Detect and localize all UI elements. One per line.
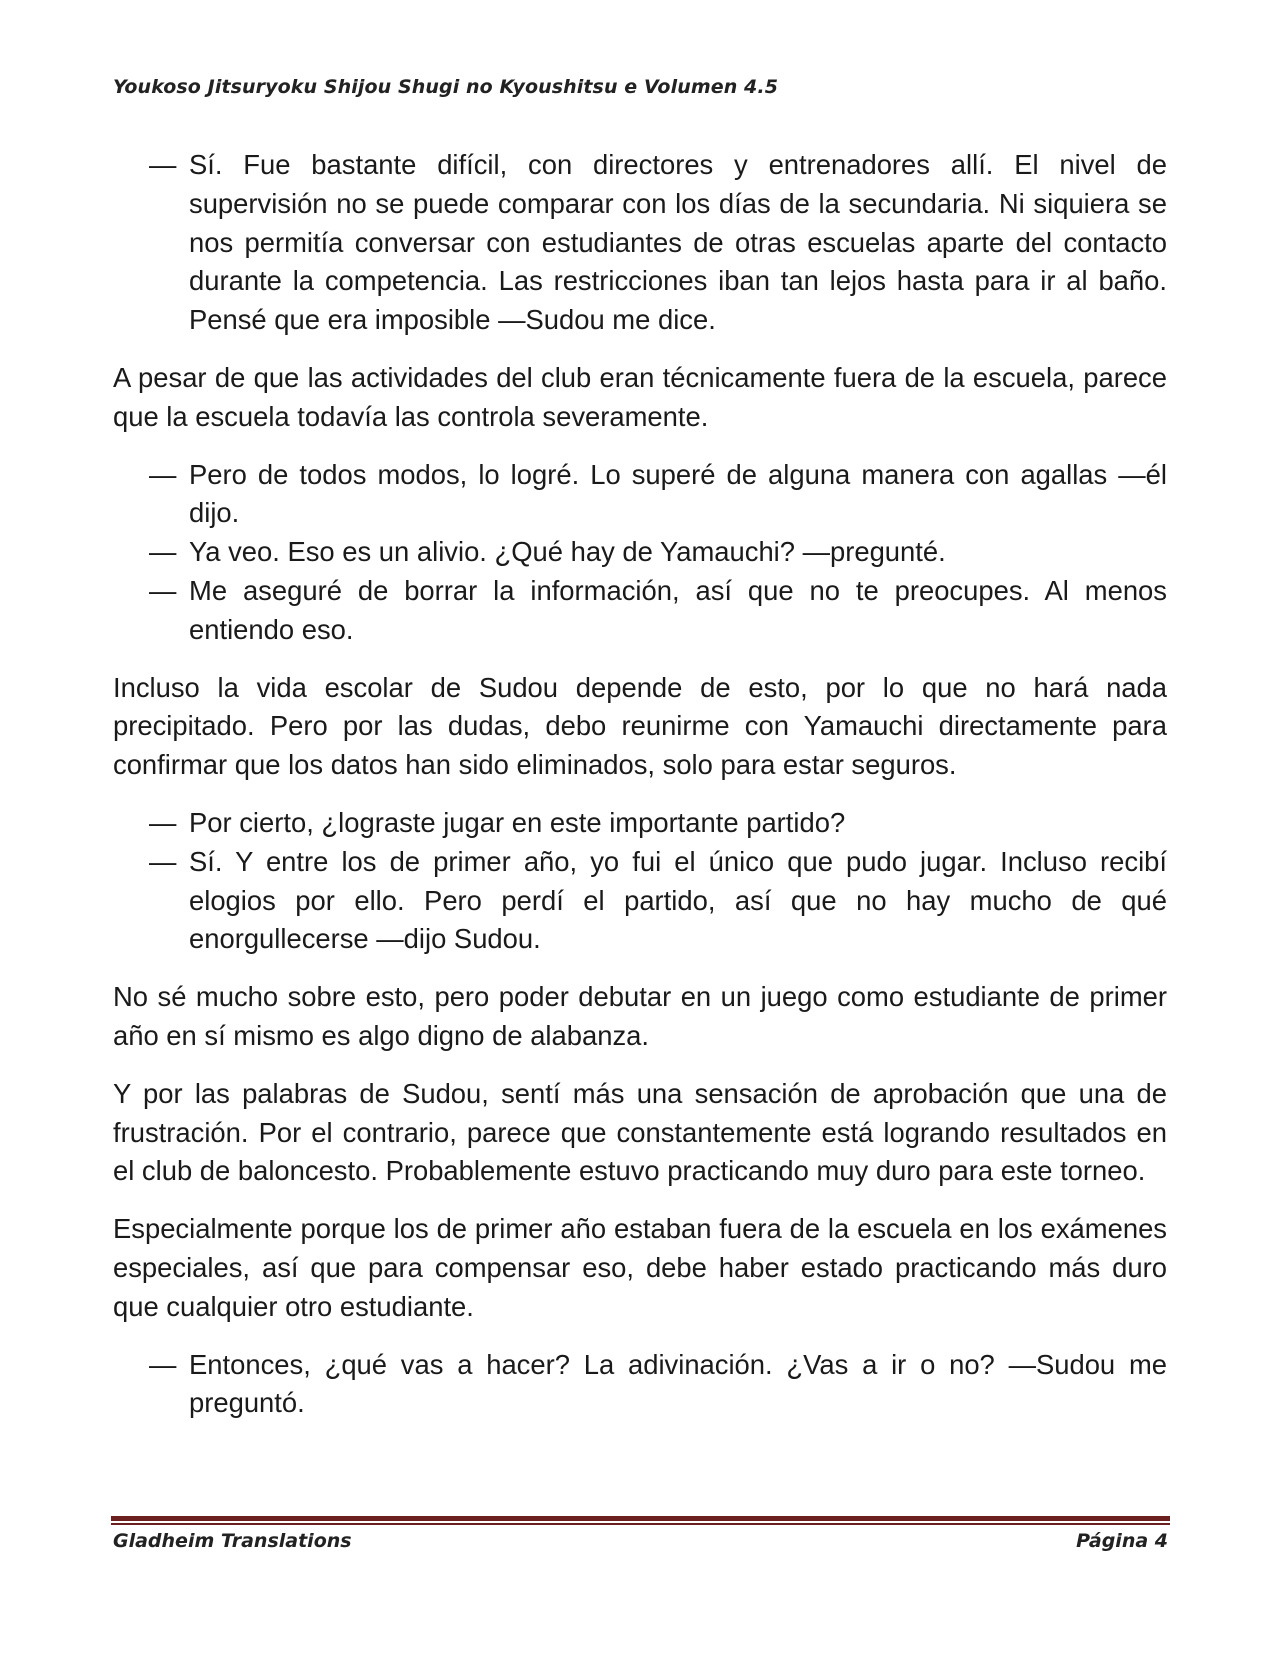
dialogue-text: Sí. Fue bastante difícil, con directores y entrenadores allí. El nivel de supervisión no se puede comparar con los días de la secundaria. Ni siquiera se nos permitía conversar con estudiantes de otras escuelas aparte del contacto durante la competencia. Las restricciones iban tan lejos hasta para ir al baño. Pensé que era imposible —Sudou me dice.: [189, 149, 1167, 336]
footer-divider-thin: [111, 1523, 1170, 1525]
narration-paragraph: A pesar de que las actividades del club eran técnicamente fuera de la escuela, parece que la escuela todavía las controla severamente.: [113, 361, 1167, 432]
dialogue-line: [113, 456, 1167, 534]
dialogue-block: [113, 456, 1167, 650]
dialogue-line: [113, 1346, 1167, 1424]
dialogue-line: [113, 572, 1167, 650]
body-text: [113, 146, 1167, 1442]
dialogue-text: Pero de todos modos, lo logré. Lo superé de alguna manera con agallas —él dijo.: [189, 458, 1167, 529]
footer-credit: Gladheim Translations: [113, 1530, 352, 1552]
dialogue-dash: —: [149, 845, 177, 877]
dialogue-dash: —: [149, 806, 177, 838]
dialogue-text: Entonces, ¿qué vas a hacer? La adivinación. ¿Vas a ir o no? —Sudou me preguntó.: [189, 1348, 1167, 1419]
dialogue-dash: —: [149, 1348, 177, 1380]
dialogue-line: [113, 804, 1167, 843]
narration-paragraph: No sé mucho sobre esto, pero poder debutar en un juego como estudiante de primer año en sí mismo es algo digno de alabanza.: [113, 981, 1167, 1051]
dialogue-block: [113, 146, 1167, 340]
dialogue-dash: —: [149, 536, 177, 568]
narration-paragraph: Y por las palabras de Sudou, sentí más una sensación de aprobación que una de frustración. Por el contrario, parece que constantemente está logrando resultados en el club de baloncesto. Probablemente estuvo practicando muy duro para este torneo.: [113, 1077, 1167, 1187]
dialogue-line: [113, 533, 1167, 572]
dialogue-line: [113, 146, 1167, 340]
running-header: Youkoso Jitsuryoku Shijou Shugi no Kyoushitsu e Volumen 4.5: [113, 76, 779, 98]
dialogue-block: [113, 1346, 1167, 1424]
dialogue-text: Sí. Y entre los de primer año, yo fui el único que pudo jugar. Incluso recibí elogios por ello. Pero perdí el partido, así que no hay mucho de qué enorgullecerse —dijo Sudou.: [189, 845, 1167, 955]
dialogue-block: [113, 804, 1167, 959]
dialogue-dash: —: [149, 458, 177, 490]
dialogue-text: Ya veo. Eso es un alivio. ¿Qué hay de Yamauchi? —pregunté.: [189, 536, 946, 568]
dialogue-dash: —: [149, 574, 177, 606]
dialogue-text: Por cierto, ¿lograste jugar en este importante partido?: [189, 806, 846, 838]
page-number: Página 4: [1076, 1530, 1168, 1552]
footer-divider: [111, 1516, 1170, 1525]
footer-divider-thick: [111, 1516, 1170, 1521]
dialogue-dash: —: [149, 149, 177, 180]
narration-paragraph: Incluso la vida escolar de Sudou depende de esto, por lo que no hará nada precipitado. Pero por las dudas, debo reunirme con Yamauchi directamente para confirmar que los datos han sido eliminados, solo para estar seguros.: [113, 671, 1167, 781]
dialogue-text: Me aseguré de borrar la información, así que no te preocupes. Al menos entiendo eso.: [189, 574, 1167, 645]
narration-paragraph: Especialmente porque los de primer año estaban fuera de la escuela en los exámenes especiales, así que para compensar eso, debe haber estado practicando más duro que cualquier otro estudiante.: [113, 1213, 1167, 1322]
dialogue-line: [113, 843, 1167, 959]
